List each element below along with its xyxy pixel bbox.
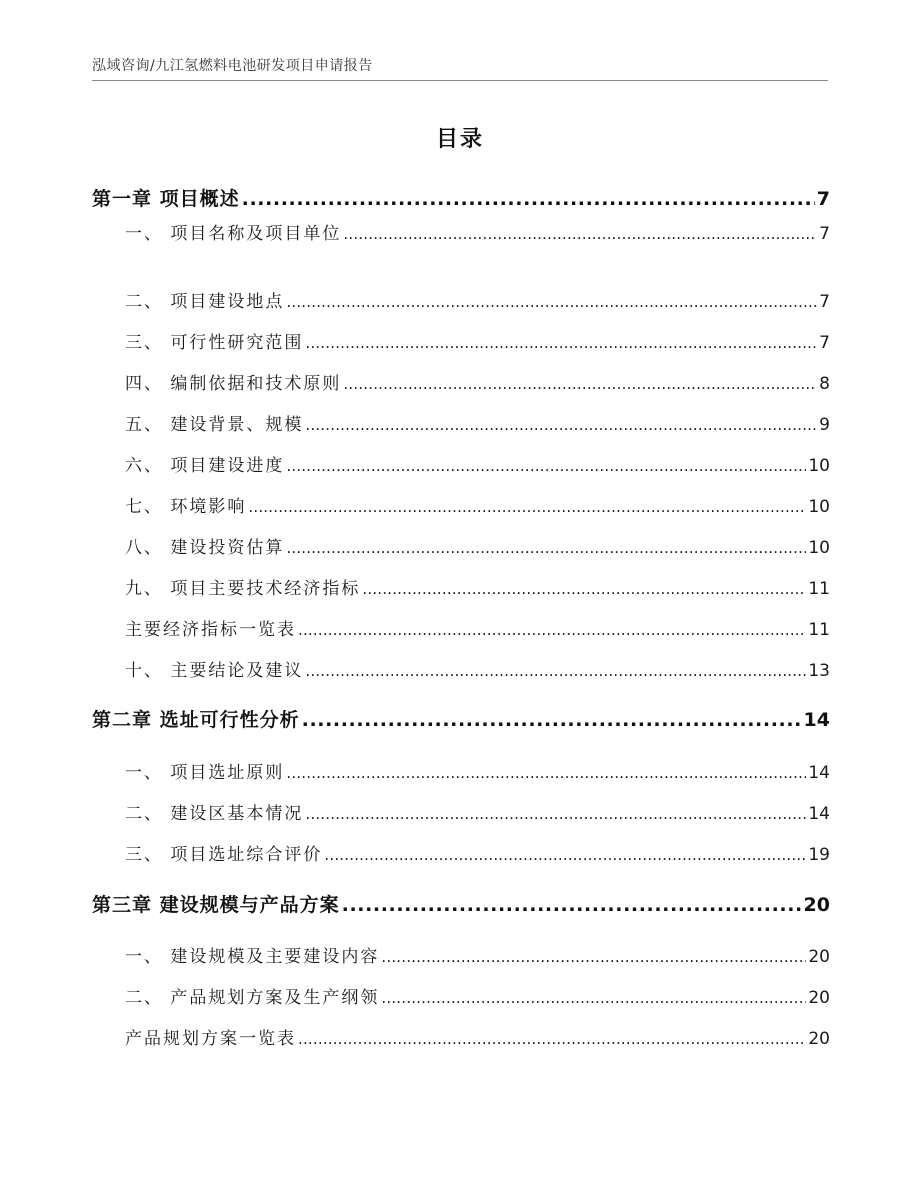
toc-entry-page: 7 — [819, 224, 830, 244]
toc-entry-page: 19 — [808, 845, 830, 865]
toc-entry-page: 14 — [803, 709, 830, 731]
dot-leader — [298, 1030, 806, 1048]
toc-entry-section[interactable] — [125, 758, 830, 783]
dot-leader — [305, 416, 817, 434]
toc-entry-label: 三、 项目选址综合评价 — [125, 845, 323, 865]
toc-entry-page: 20 — [808, 1029, 830, 1049]
toc-entry-page: 14 — [808, 763, 830, 783]
toc-entry-table[interactable] — [125, 1024, 830, 1049]
dot-leader — [381, 989, 806, 1007]
toc-entry-section[interactable] — [125, 492, 830, 517]
toc-entry-chapter-3[interactable] — [92, 890, 830, 917]
toc-entry-label: 八、 建设投资估算 — [125, 538, 285, 558]
toc-entry-section[interactable] — [125, 656, 830, 681]
dot-leader — [248, 498, 806, 516]
toc-entry-label: 一、 项目选址原则 — [125, 763, 285, 783]
toc-entry-label: 第三章 建设规模与产品方案 — [92, 894, 340, 916]
toc-entry-section[interactable] — [125, 369, 830, 394]
toc-entry-page: 10 — [808, 497, 830, 517]
toc-entry-page: 14 — [808, 804, 830, 824]
dot-leader — [286, 539, 806, 557]
toc-entry-section[interactable] — [125, 328, 830, 353]
toc-entry-page: 7 — [819, 292, 830, 312]
toc-entry-section[interactable] — [125, 219, 830, 244]
toc-entry-section[interactable] — [125, 983, 830, 1008]
toc-entry-label: 六、 项目建设进度 — [125, 456, 285, 476]
toc-entry-label: 一、 项目名称及项目单位 — [125, 224, 342, 244]
toc-entry-page: 7 — [816, 188, 830, 210]
toc-entry-page: 20 — [803, 894, 830, 916]
toc-entry-page: 11 — [808, 620, 830, 640]
toc-entry-label: 三、 可行性研究范围 — [125, 333, 304, 353]
toc-entry-label: 九、 项目主要技术经济指标 — [125, 579, 361, 599]
toc-entry-section[interactable] — [125, 799, 830, 824]
dot-leader — [343, 375, 817, 393]
toc-entry-section[interactable] — [125, 942, 830, 967]
toc-entry-label: 二、 产品规划方案及生产纲领 — [125, 988, 380, 1008]
toc-entry-label: 主要经济指标一览表 — [125, 620, 296, 640]
toc-entry-section[interactable] — [125, 287, 830, 312]
toc-entry-page: 20 — [808, 988, 830, 1008]
header-divider — [92, 80, 828, 81]
toc-entry-table[interactable] — [125, 615, 830, 640]
toc-entry-label: 四、 编制依据和技术原则 — [125, 374, 342, 394]
dot-leader — [324, 846, 806, 864]
dot-leader — [362, 580, 806, 598]
toc-entry-label: 二、 项目建设地点 — [125, 292, 285, 312]
toc-entry-chapter-1[interactable] — [92, 184, 830, 211]
dot-leader — [305, 662, 806, 680]
toc-entry-label: 十、 主要结论及建议 — [125, 661, 304, 681]
dot-leader — [342, 894, 802, 916]
toc-entry-label: 一、 建设规模及主要建设内容 — [125, 947, 380, 967]
dot-leader — [242, 188, 815, 210]
toc-entry-section[interactable] — [125, 840, 830, 865]
toc-entry-label: 第一章 项目概述 — [92, 188, 240, 210]
dot-leader — [286, 457, 806, 475]
dot-leader — [302, 709, 802, 731]
toc-entry-page: 20 — [808, 947, 830, 967]
dot-leader — [381, 948, 806, 966]
dot-leader — [305, 805, 806, 823]
toc-entry-section[interactable] — [125, 410, 830, 435]
toc-entry-section[interactable] — [125, 574, 830, 599]
dot-leader — [298, 621, 806, 639]
toc-entry-page: 7 — [819, 333, 830, 353]
toc-entry-label: 产品规划方案一览表 — [125, 1029, 296, 1049]
dot-leader — [305, 334, 817, 352]
toc-entry-page: 11 — [808, 579, 830, 599]
toc-entry-section[interactable] — [125, 451, 830, 476]
toc-entry-page: 9 — [819, 415, 830, 435]
dot-leader — [286, 293, 817, 311]
dot-leader — [286, 764, 806, 782]
toc-title: 目录 — [435, 127, 484, 152]
toc-entry-label: 二、 建设区基本情况 — [125, 804, 304, 824]
toc-entry-label: 五、 建设背景、规模 — [125, 415, 304, 435]
toc-entry-page: 13 — [808, 661, 830, 681]
toc-entry-page: 8 — [819, 374, 830, 394]
toc-entry-label: 第二章 选址可行性分析 — [92, 709, 300, 731]
toc-entry-label: 七、 环境影响 — [125, 497, 247, 517]
toc-entry-page: 10 — [808, 456, 830, 476]
toc-entry-page: 10 — [808, 538, 830, 558]
toc-entry-chapter-2[interactable] — [92, 705, 830, 732]
toc-entry-section[interactable] — [125, 533, 830, 558]
running-header: 泓域咨询/九江氢燃料电池研发项目申请报告 — [92, 58, 373, 74]
dot-leader — [343, 225, 817, 243]
